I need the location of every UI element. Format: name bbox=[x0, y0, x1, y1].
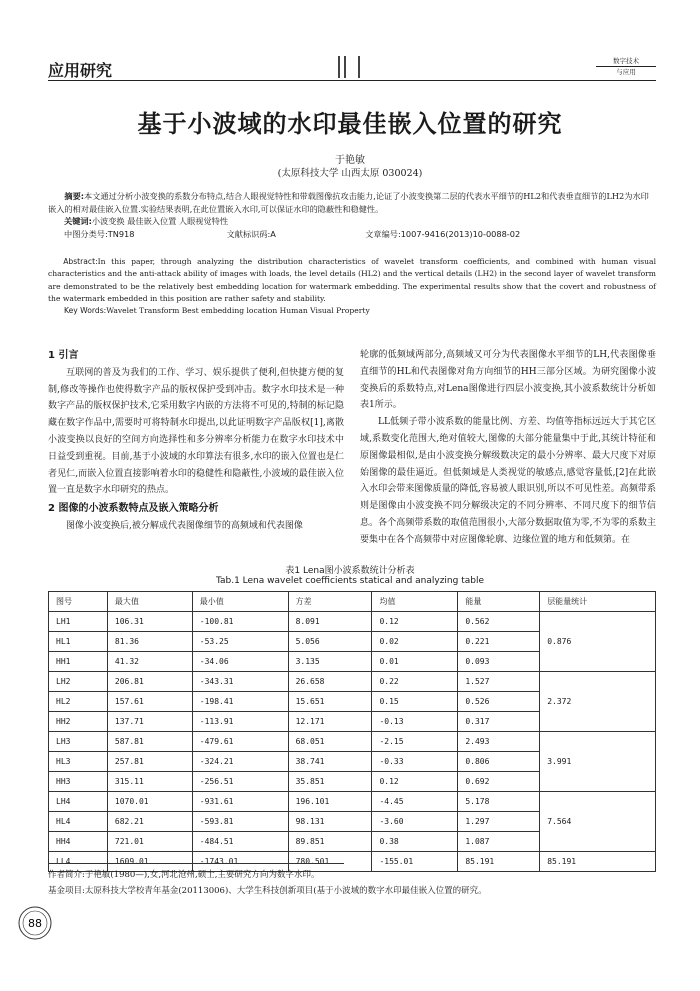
right-paragraph-1: 轮廓的低频域两部分,高频域又可分为代表图像水平细节的LH,代表图像垂直细节的HL和代表图像对角方向细节的HH三部分区域。为研究图像小波变换后的系数特点,对Lena图像进行四层小波变换,其小波系数统计分析如表1所示。 bbox=[360, 350, 656, 411]
table-cell: 0.806 bbox=[458, 752, 540, 772]
table-cell: 1.087 bbox=[458, 832, 540, 852]
brand-bottom: 与应用 bbox=[616, 68, 636, 76]
fund-note: 基金项目:太原科技大学校青年基金(20113006)、大学生科技创新项目(基于小波域的数字水印最佳嵌入位置的研究。 bbox=[48, 886, 487, 896]
table-row bbox=[49, 612, 656, 632]
table-cell: 0.692 bbox=[458, 772, 540, 792]
table-cell: 682.21 bbox=[107, 812, 192, 832]
table-cell: 587.81 bbox=[107, 732, 192, 752]
table-header-cell: 方差 bbox=[288, 592, 372, 612]
table-cell: -931.61 bbox=[192, 792, 288, 812]
table-cell: 196.101 bbox=[288, 792, 372, 812]
author: 于艳敏 bbox=[335, 155, 365, 166]
table-cell: HL1 bbox=[49, 632, 108, 652]
table-cell: LH3 bbox=[49, 732, 108, 752]
table-row bbox=[49, 672, 656, 692]
table-cell: 1609.01 bbox=[107, 852, 192, 872]
page-badge-ornament bbox=[18, 906, 52, 940]
section-label: 应用研究 bbox=[48, 61, 113, 80]
table-cell: -0.33 bbox=[372, 752, 458, 772]
table-cell: 0.01 bbox=[372, 652, 458, 672]
table-cell: -256.51 bbox=[192, 772, 288, 792]
table-header-cell: 层能量统计 bbox=[540, 592, 656, 612]
table-cell: 0.317 bbox=[458, 712, 540, 732]
table-cell: HH2 bbox=[49, 712, 108, 732]
table-cell: 0.526 bbox=[458, 692, 540, 712]
section2-paragraph: 图像小波变换后,被分解成代表图像细节的高频域和代表图像 bbox=[66, 520, 303, 531]
table-cell: LH4 bbox=[49, 792, 108, 812]
table-caption-cn: 表1 Lena图小波系数统计分析表 bbox=[285, 566, 415, 576]
layer-energy-cell: 0.876 bbox=[540, 612, 656, 672]
right-column bbox=[360, 347, 656, 549]
footnote-rule bbox=[48, 863, 344, 864]
table-cell: 1070.01 bbox=[107, 792, 192, 812]
article-number: 文章编号:1007-9416(2013)10-0088-02 bbox=[365, 228, 521, 239]
table-cell: 721.01 bbox=[107, 832, 192, 852]
table-cell: 2.493 bbox=[458, 732, 540, 752]
table-cell: 0.38 bbox=[372, 832, 458, 852]
doc-code: 文献标识码:A bbox=[226, 228, 276, 239]
header-bars bbox=[338, 56, 362, 78]
table-cell: -593.81 bbox=[192, 812, 288, 832]
table-cell: 89.851 bbox=[288, 832, 372, 852]
table-cell: LL4 bbox=[49, 852, 108, 872]
keywords-en-label: Key Words: bbox=[64, 306, 107, 316]
table-cell: 206.81 bbox=[107, 672, 192, 692]
abstract-cn-text: 本文通过分析小波变换的系数分布特点,结合人眼视觉特性和带载图像抗攻击能力,论证了小波变换第二层的代表水平细节的HL2和代表垂直细节的LH2为水印嵌入的相对最佳嵌入位置.实验结果表明,在此位置嵌入水印,可以保证水印的隐蔽性和稳健性。 bbox=[48, 191, 649, 214]
page-number: 88 bbox=[28, 917, 42, 930]
abstract-cn-label: 摘要: bbox=[64, 191, 85, 201]
table-cell: 38.741 bbox=[288, 752, 372, 772]
table-row bbox=[49, 792, 656, 812]
table-cell: -484.51 bbox=[192, 832, 288, 852]
table-header-cell: 均值 bbox=[372, 592, 458, 612]
table-cell: 0.221 bbox=[458, 632, 540, 652]
table-cell: 0.12 bbox=[372, 612, 458, 632]
table-cell: 780.501 bbox=[288, 852, 372, 872]
brand-top: 数字技术 bbox=[596, 56, 656, 67]
table-caption-en: Tab.1 Lena wavelet coefficients statical and analyzing table bbox=[215, 576, 485, 586]
table-header-cell: 能量 bbox=[458, 592, 540, 612]
table-cell: -53.25 bbox=[192, 632, 288, 652]
keywords-en-text: Wavelet Transform Best embedding location Human Visual Property bbox=[106, 306, 370, 316]
section1-paragraph: 互联网的普及为我们的工作、学习、娱乐提供了便利,但快捷方便的复制,修改等操作也使得数字产品的版权保护受到冲击。数字水印技术是一种数字产品的版权保护技术,它采用数字内嵌的方法将不可见的,特制的标记隐藏在数字作品中,需要时可将特制水印提出,以此证明数字产品版权[1],离散小波变换以良好的空间方向选择性和多分辨率分析能力在数字水印技术中日益受到重视。目前,基于小波域的水印算法有很多,水印的嵌入位置也是仁者见仁,而嵌入位置直接影响着水印的稳健性和隐蔽性,小波域的最佳嵌入位置一直是数字水印研究的热点。 bbox=[48, 367, 344, 496]
abstract-en-text: In this paper, through analyzing the distribution characteristics of wavelet transform coefficients, and combined with human visual characteristics and the anti-attack ability of images with loads, the level details (HL2) and the vertical details (LH2) in the second layer of wavelet transform are demonstrated to be the relatively best embedding location for watermark embedding. The experimental results show that the covert and robustness of the watermark embedded in this position are rather safety and stability. bbox=[48, 257, 656, 303]
table-cell: HL3 bbox=[49, 752, 108, 772]
layer-energy-cell: 2.372 bbox=[540, 672, 656, 732]
table-cell: 98.131 bbox=[288, 812, 372, 832]
table-cell: HH1 bbox=[49, 652, 108, 672]
table-cell: 0.093 bbox=[458, 652, 540, 672]
table-cell: 0.562 bbox=[458, 612, 540, 632]
table-cell: 5.056 bbox=[288, 632, 372, 652]
section1-heading: 1 引言 bbox=[48, 350, 79, 361]
table-cell: -479.61 bbox=[192, 732, 288, 752]
table-cell: -113.91 bbox=[192, 712, 288, 732]
layer-energy-cell: 3.991 bbox=[540, 732, 656, 792]
table-cell: 85.191 bbox=[458, 852, 540, 872]
table-cell: 1.527 bbox=[458, 672, 540, 692]
layer-energy-cell: 7.564 bbox=[540, 792, 656, 852]
table-cell: 0.02 bbox=[372, 632, 458, 652]
abstract-en-label: Abstract: bbox=[63, 257, 98, 266]
table-cell: LH2 bbox=[49, 672, 108, 692]
abstract-en bbox=[48, 256, 656, 317]
table-header-cell: 最小值 bbox=[192, 592, 288, 612]
table-cell: 15.651 bbox=[288, 692, 372, 712]
table-cell: 0.22 bbox=[372, 672, 458, 692]
table-cell: -343.31 bbox=[192, 672, 288, 692]
affiliation: (太原科技大学 山西太原 030024) bbox=[277, 168, 423, 179]
table-cell: 137.71 bbox=[107, 712, 192, 732]
table-cell: 0.12 bbox=[372, 772, 458, 792]
table-cell: HH4 bbox=[49, 832, 108, 852]
table-header-row bbox=[49, 592, 656, 612]
table-header bbox=[49, 592, 656, 612]
table-cell: 0.15 bbox=[372, 692, 458, 712]
table-cell: 106.31 bbox=[107, 612, 192, 632]
table-cell: -4.45 bbox=[372, 792, 458, 812]
table-cell: 3.135 bbox=[288, 652, 372, 672]
table-cell: 81.36 bbox=[107, 632, 192, 652]
table-cell: -198.41 bbox=[192, 692, 288, 712]
table-row bbox=[49, 732, 656, 752]
table-cell: -100.81 bbox=[192, 612, 288, 632]
table-cell: 157.61 bbox=[107, 692, 192, 712]
table-cell: 8.091 bbox=[288, 612, 372, 632]
table-cell: -155.01 bbox=[372, 852, 458, 872]
right-paragraph-2: LL低频子带小波系数的能量比例、方差、均值等指标远远大于其它区域,系数变化范围大,绝对值较大,图像的大部分能量集中于此,其统计特征和原图像最相似,是由小波变换分解级数决定的最小分辨率、最大尺度下对原始图像的最佳逼近。但低频域是人类视觉的敏感点,感觉容量低,[2]在此嵌入水印会带来图像质量的降低,容易被人眼识别,所以不可见性差。高频带系则是图像由小波变换不同分解级决定的不同分辨率、不同尺度下的细节信息。各个高频带系数的取值范围很小,大部分数据取值为零,不为零的系数主要集中在各个高频带中对应图像轮廓、边缘位置的地方和低频第。在 bbox=[360, 417, 656, 545]
table-cell: HL4 bbox=[49, 812, 108, 832]
table-cell: -1743.01 bbox=[192, 852, 288, 872]
wavelet-stats-table bbox=[48, 591, 656, 872]
table-cell: 257.81 bbox=[107, 752, 192, 772]
keywords-cn-label: 关键词: bbox=[64, 216, 92, 226]
table-cell: 85.191 bbox=[540, 852, 656, 872]
table-cell: HH3 bbox=[49, 772, 108, 792]
table-cell: 5.178 bbox=[458, 792, 540, 812]
table-cell: 315.11 bbox=[107, 772, 192, 792]
table-cell: HL2 bbox=[49, 692, 108, 712]
page-badge bbox=[18, 906, 52, 940]
table-cell: -3.60 bbox=[372, 812, 458, 832]
table-cell: -324.21 bbox=[192, 752, 288, 772]
table-cell: -2.15 bbox=[372, 732, 458, 752]
table-header-cell: 图号 bbox=[49, 592, 108, 612]
table-cell: -0.13 bbox=[372, 712, 458, 732]
table-cell: LH1 bbox=[49, 612, 108, 632]
clc-number: 中图分类号:TN918 bbox=[64, 228, 135, 239]
author-bio: 作者简介:于艳敏(1980—),女,河北沧州,硕士,主要研究方向为数字水印。 bbox=[48, 870, 320, 880]
table-cell: 1.297 bbox=[458, 812, 540, 832]
section2-heading: 2 图像的小波系数特点及嵌入策略分析 bbox=[48, 503, 219, 515]
table-cell: 68.051 bbox=[288, 732, 372, 752]
paper-title: 基于小波域的水印最佳嵌入位置的研究 bbox=[137, 109, 563, 138]
table-cell: -34.06 bbox=[192, 652, 288, 672]
abstract-cn bbox=[48, 190, 656, 240]
table-header-cell: 最大值 bbox=[107, 592, 192, 612]
left-column bbox=[48, 346, 344, 535]
journal-brand bbox=[596, 56, 656, 78]
table-cell: 41.32 bbox=[107, 652, 192, 672]
table-cell: 26.658 bbox=[288, 672, 372, 692]
keywords-cn-text: 小波变换 最佳嵌入位置 人眼视觉特性 bbox=[91, 216, 229, 226]
table-cell: 12.171 bbox=[288, 712, 372, 732]
header-rule bbox=[48, 80, 656, 81]
table-cell: 35.851 bbox=[288, 772, 372, 792]
table-body bbox=[49, 612, 656, 872]
